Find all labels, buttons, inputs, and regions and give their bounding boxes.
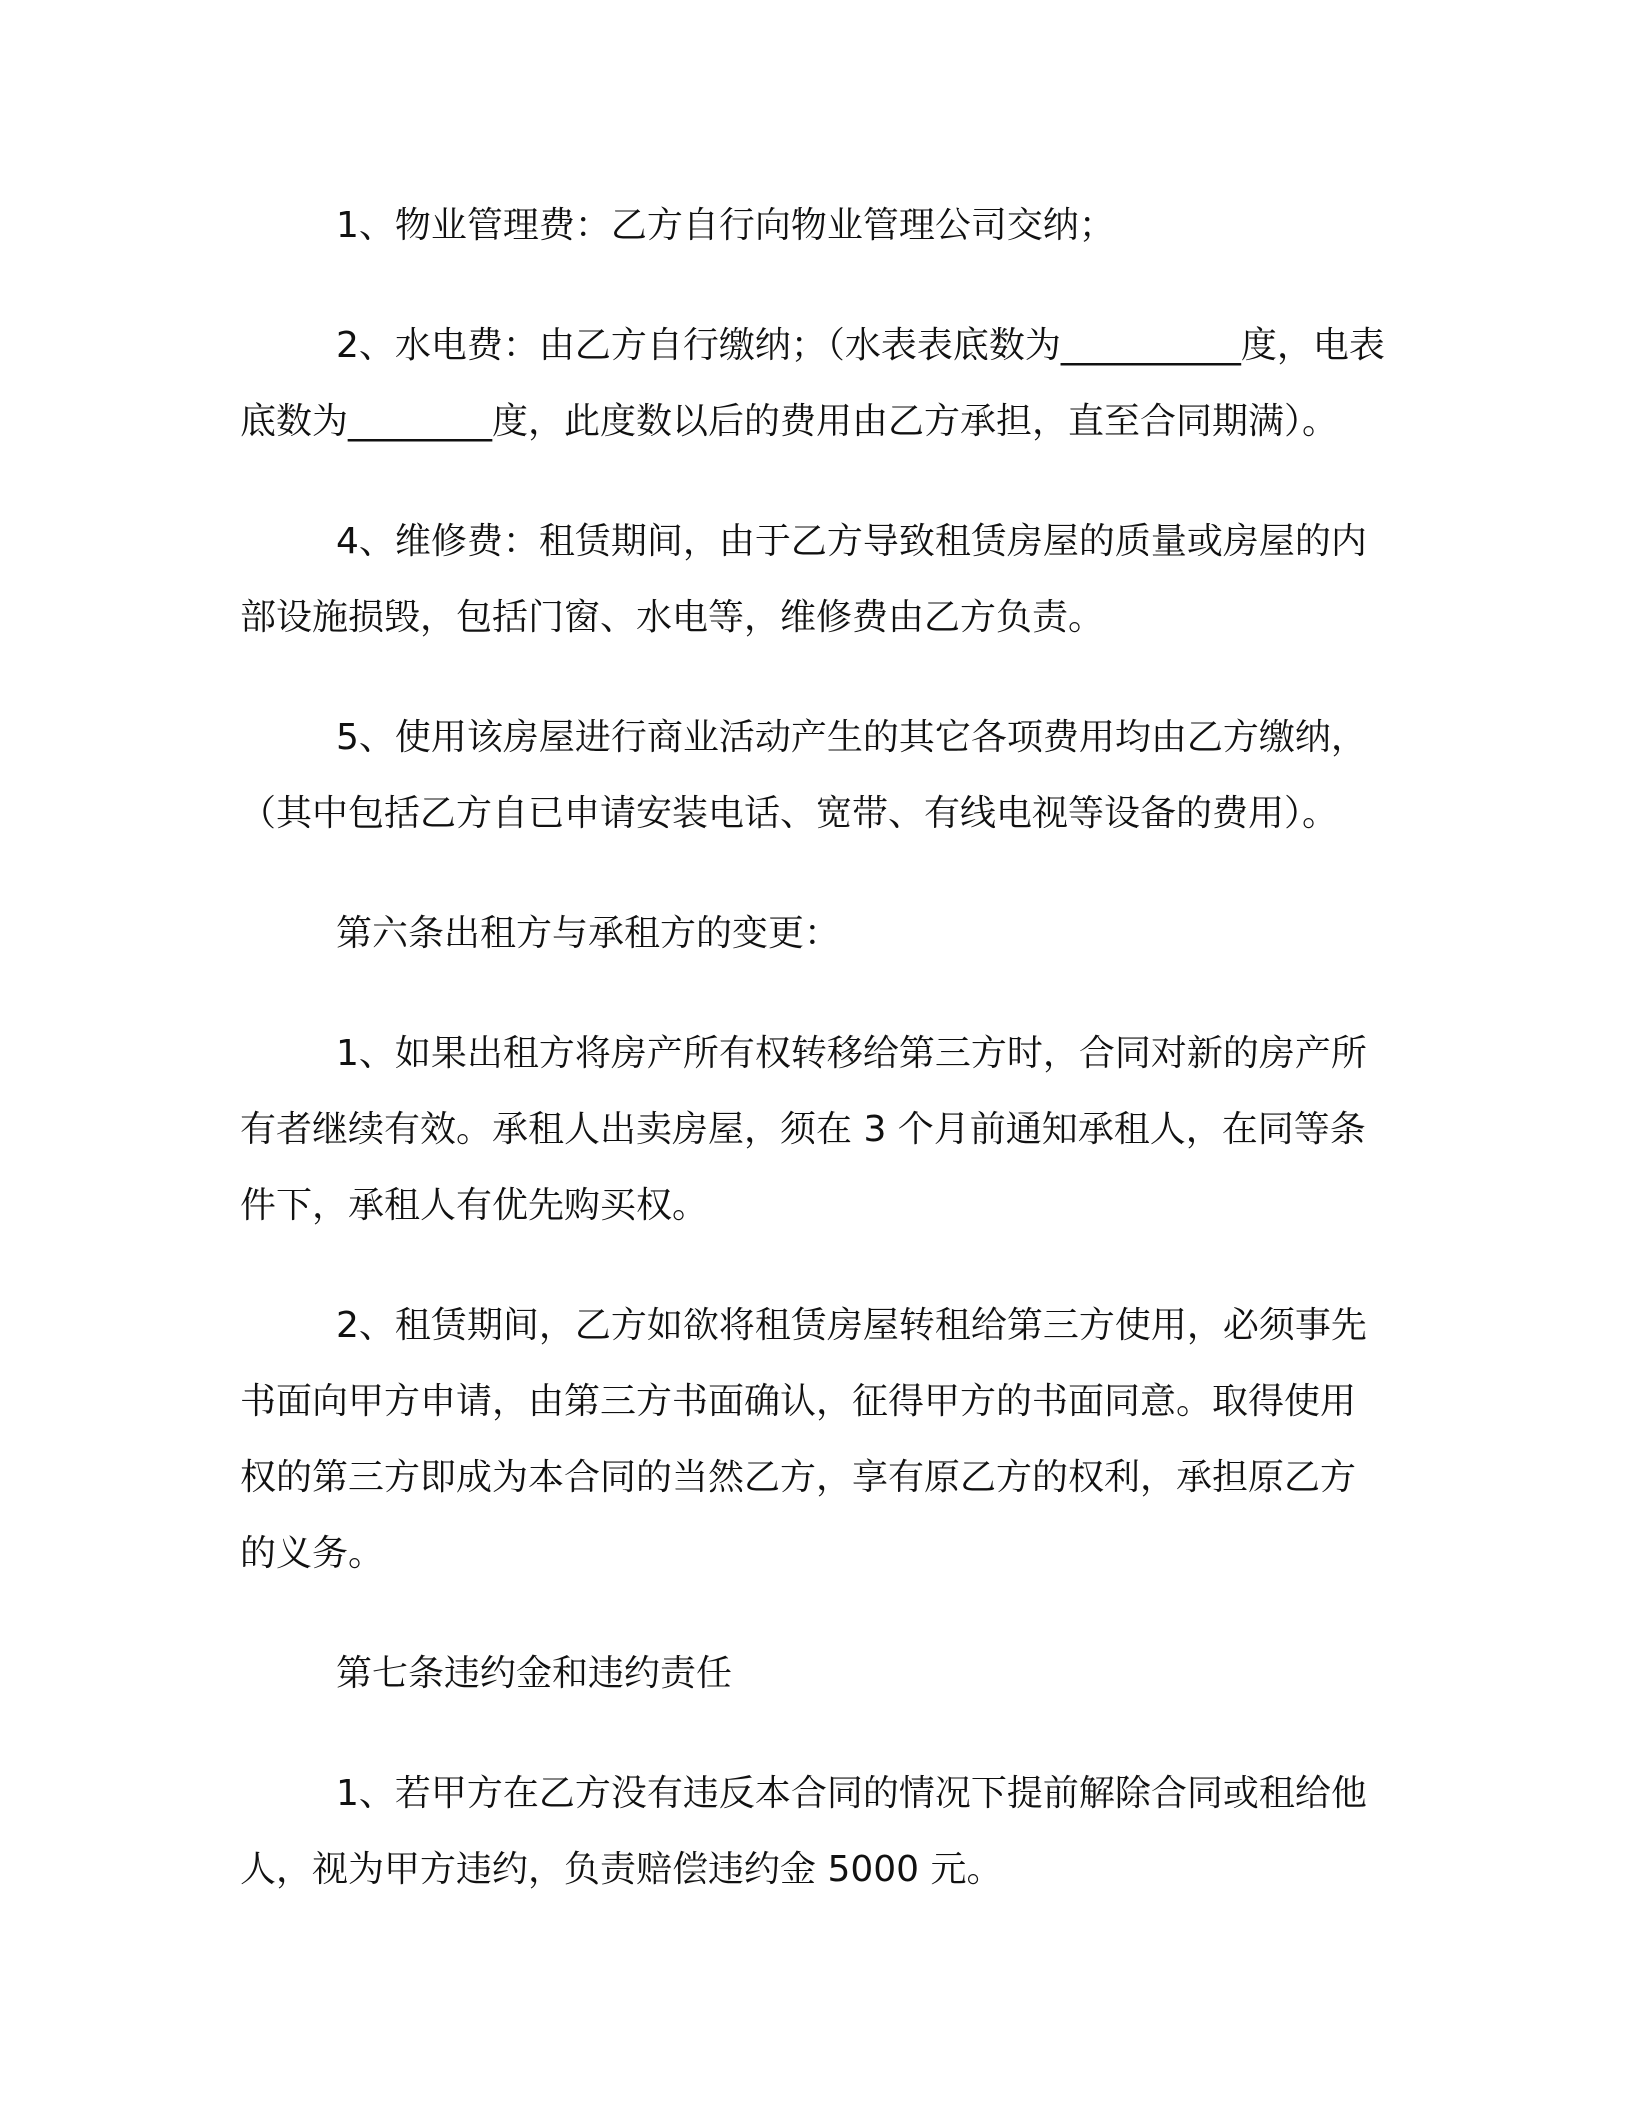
clause-other-fees: 5、使用该房屋进行商业活动产生的其它各项费用均由乙方缴纳，（其中包括乙方自已申请安装电话、宽带、有线电视等设备的费用）。 [240,717,1367,834]
clause-breach-penalty: 1、若甲方在乙方没有违反本合同的情况下提前解除合同或租给他人，视为甲方违约，负责赔偿违约金 5000 元。 [240,1773,1367,1890]
section-heading-article-6: 第六条出租方与承租方的变更： [336,913,841,954]
clause-repair-fee: 4、维修费：租赁期间，由于乙方导致租赁房屋的质量或房屋的内部设施损毁，包括门窗、水电等，维修费由乙方负责。 [240,521,1367,638]
clause-property-fee: 1、物业管理费：乙方自行向物业管理公司交纳； [336,205,1115,246]
clause-sublease: 2、租赁期间，乙方如欲将租赁房屋转租给第三方使用，必须事先书面向甲方申请，由第三方书面确认，征得甲方的书面同意。取得使用权的第三方即成为本合同的当然乙方，享有原乙方的权利，承担原乙方的义务。 [240,1305,1367,1574]
clause-ownership-transfer: 1、如果出租方将房产所有权转移给第三方时，合同对新的房产所有者继续有效。承租人出卖房屋，须在 3 个月前通知承租人，在同等条件下，承租人有优先购买权。 [240,1033,1367,1226]
section-heading-article-7: 第七条违约金和违约责任 [336,1653,733,1694]
document-page [240,188,1390,1952]
clause-utilities-fee: 2、水电费：由乙方自行缴纳；（水表表底数为__________度，电表底数为________度，此度数以后的费用由乙方承担，直至合同期满）。 [240,325,1385,442]
